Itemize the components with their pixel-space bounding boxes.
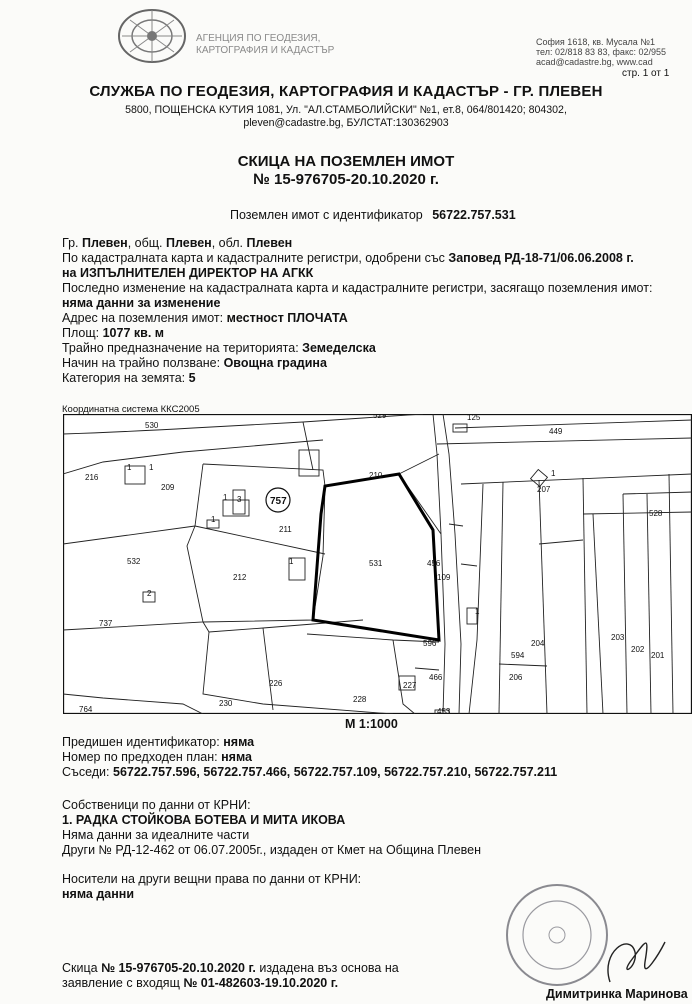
- issuance-prefix: Скица: [62, 961, 102, 975]
- previous-plan-line: [62, 750, 252, 765]
- parcel-label-737: 737: [99, 619, 113, 628]
- area-value: 1077 кв. м: [102, 326, 165, 340]
- purpose-value: Земеделска: [302, 341, 376, 355]
- identifier-label: Поземлен имот с идентификатор: [230, 208, 423, 222]
- approval-order: Заповед РД-18-71/06.06.2008 г.: [448, 251, 634, 265]
- parcel-label-226: 226: [269, 679, 283, 688]
- email-line: acad@cadastre.bg, www.cad: [536, 57, 653, 67]
- other-rights-label: Носители на други вещни права по данни от КРНИ:: [62, 872, 362, 886]
- parcel-label-216: 216: [85, 473, 99, 482]
- issuance-line-1: [62, 961, 399, 976]
- location-reg-prefix: , обл.: [211, 236, 247, 250]
- other-rights-value: няма данни: [62, 887, 135, 901]
- parcel-label-466: 466: [429, 673, 443, 682]
- address-label: Адрес на поземления имот:: [62, 311, 227, 325]
- purpose-label: Трайно предназначение на територията:: [62, 341, 303, 355]
- parcel-label-1: 1: [551, 469, 556, 478]
- location-mun-prefix: , общ.: [127, 236, 166, 250]
- approval-line: [62, 251, 634, 266]
- parcel-label-1: 1: [149, 463, 154, 472]
- document-title: СКИЦА НА ПОЗЕМЛЕН ИМОТ: [237, 153, 455, 170]
- owner-document: Други № РД-12-462 от 06.07.2005г., издаден от Кмет на Община Плевен: [62, 843, 482, 857]
- parcel-label-230: 230: [219, 699, 233, 708]
- parcel-label-203: 203: [611, 633, 625, 642]
- office-contacts: pleven@cadastre.bg, БУЛСТАТ:130362903: [243, 117, 449, 129]
- neighbors-line: [62, 765, 557, 780]
- parcel-label-1: 1: [475, 607, 480, 616]
- parcel-label-532: 532: [127, 557, 141, 566]
- address-line: София 1618, кв. Мусала №1: [536, 37, 655, 47]
- issuance-suffix: издадена въз основа на: [255, 961, 399, 975]
- location-municipality: Плевен: [166, 236, 212, 250]
- location-region: Плевен: [246, 236, 293, 250]
- office-address: 5800, ПОЩЕНСКА КУТИЯ 1081, Ул. "АЛ.СТАМБОЛИЙСКИ" №1, ет.8, 064/801420; 804302,: [125, 104, 567, 116]
- parcel-label-530: 530: [145, 421, 159, 430]
- identifier-line: [230, 208, 516, 223]
- owners-label: Собственици по данни от КРНИ:: [62, 798, 251, 812]
- parcel-label-125: 125: [467, 414, 481, 422]
- address-line-detail: [62, 311, 348, 326]
- phone-line: тел: 02/818 83 83, факс: 02/955: [536, 47, 667, 57]
- location-line: [62, 236, 292, 251]
- parcel-label-210: 210: [369, 471, 383, 480]
- parcel-label-201: 201: [651, 651, 665, 660]
- parcel-label-227: 227: [403, 681, 417, 690]
- parcel-label-207: 207: [537, 485, 551, 494]
- parcel-label-109: 109: [437, 573, 451, 582]
- cadastral-map: [63, 414, 692, 714]
- application-prefix: заявление с входящ: [62, 976, 184, 990]
- parcel-label-456: 456: [427, 559, 441, 568]
- parcel-label-529: 529: [373, 414, 387, 420]
- parcel-label-211: 211: [279, 525, 292, 534]
- issuance-number: № 15-976705-20.10.2020 г.: [101, 961, 256, 975]
- category-line: [62, 371, 196, 386]
- neighbors-label: Съседи:: [62, 765, 113, 779]
- parcel-label-531: 531: [369, 559, 383, 568]
- prev-plan-label: Номер по предходен план:: [62, 750, 222, 764]
- parcel-label-764: 764: [79, 705, 93, 714]
- owner-shares: Няма данни за идеалните части: [62, 828, 250, 842]
- identifier-value: 56722.757.531: [432, 208, 516, 222]
- category-value: 5: [188, 371, 196, 385]
- address-value: местност ПЛОЧАТА: [226, 311, 348, 325]
- owner-name: 1. РАДКА СТОЙКОВА БОТЕВА И МИТА ИКОВА: [62, 813, 346, 827]
- parcel-label-528: 528: [649, 509, 663, 518]
- parcel-label-594: 594: [511, 651, 525, 660]
- usage-line: [62, 356, 327, 371]
- parcel-label-1: 1: [289, 557, 294, 566]
- previous-id-line: [62, 735, 254, 750]
- parcel-label-757: 757: [270, 496, 287, 507]
- approval-authority: на ИЗПЪЛНИТЕЛЕН ДИРЕКТОР НА АГКК: [62, 266, 314, 280]
- office-title: СЛУЖБА ПО ГЕОДЕЗИЯ, КАРТОГРАФИЯ И КАДАСТЪР - ГР. ПЛЕВЕН: [89, 83, 603, 100]
- parcel-label-2: 2: [147, 589, 152, 598]
- purpose-line: [62, 341, 376, 356]
- location-city: Плевен: [81, 236, 128, 250]
- usage-label: Начин на трайно ползване:: [62, 356, 224, 370]
- map-scale: М 1:1000: [345, 717, 398, 731]
- last-change-label: Последно изменение на кадастралната карта и кадастралните регистри, засягащо поземления имот:: [62, 281, 653, 295]
- category-label: Категория на земята:: [62, 371, 189, 385]
- parcel-label-209: 209: [161, 483, 175, 492]
- page-number: стр. 1 от 1: [622, 68, 670, 79]
- agency-name: АГЕНЦИЯ ПО ГЕОДЕЗИЯ, КАРТОГРАФИЯ И КАДАСТЪР: [196, 33, 335, 56]
- parcel-label-453: 453: [437, 707, 451, 714]
- parcel-label-1: 1: [223, 493, 228, 502]
- parcel-label-1: 1: [127, 463, 132, 472]
- usage-value: Овощна градина: [223, 356, 327, 370]
- parcel-label-1: 1: [211, 515, 216, 524]
- coordinate-system: Координатна система ККС2005: [62, 404, 200, 415]
- area-label: Площ:: [62, 326, 103, 340]
- prev-id-label: Предишен идентификатор:: [62, 735, 224, 749]
- parcel-label-202: 202: [631, 645, 645, 654]
- signer-name: Димитринка Маринова: [546, 987, 688, 1001]
- signature: [590, 922, 680, 992]
- last-change-value: няма данни за изменение: [62, 296, 221, 310]
- parcel-label-3: 3: [237, 495, 242, 504]
- parcel-label-228: 228: [353, 695, 367, 704]
- header-address-block: [536, 37, 692, 67]
- prev-plan-value: няма: [221, 750, 252, 764]
- parcel-label-596: 596: [423, 639, 437, 648]
- parcel-label-204: 204: [531, 639, 545, 648]
- document-number: № 15-976705-20.10.2020 г.: [253, 171, 439, 188]
- agency-logo: [112, 6, 192, 66]
- prev-id-value: няма: [223, 735, 255, 749]
- area-line: [62, 326, 164, 341]
- neighbors-value: 56722.757.596, 56722.757.466, 56722.757.109, 56722.757.210, 56722.757.211: [113, 765, 558, 779]
- parcel-label-449: 449: [549, 427, 563, 436]
- approval-text: По кадастралната карта и кадастралните регистри, одобрени със: [62, 251, 449, 265]
- parcel-label-206: 206: [509, 673, 523, 682]
- location-prefix: Гр.: [62, 236, 82, 250]
- application-number: № 01-482603-19.10.2020 г.: [183, 976, 339, 990]
- parcel-label-212: 212: [233, 573, 247, 582]
- issuance-line-2: [62, 976, 338, 991]
